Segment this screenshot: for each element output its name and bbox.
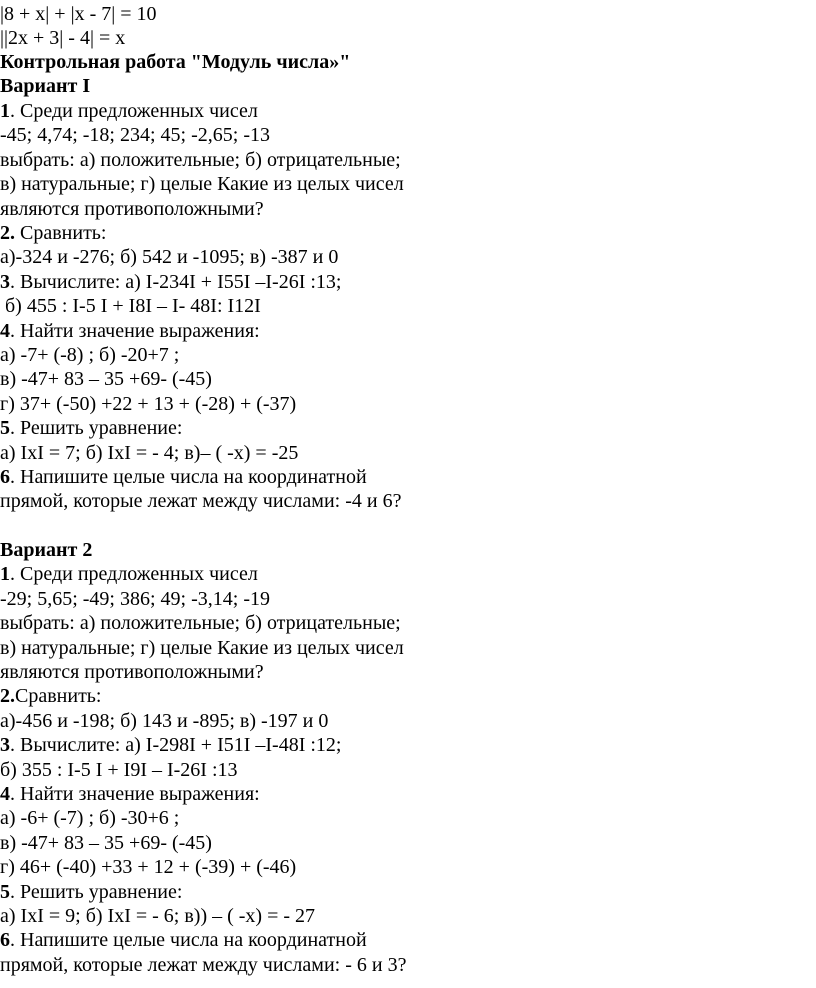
- v1-task-1-line: в) натуральные; г) целые Какие из целых чисел: [0, 173, 404, 195]
- v1-task-3: 3. Вычислите: а) I-234I + I55I –I-26I :13;: [0, 271, 342, 293]
- v1-task-3-line: б) 455 : I-5 I + I8I – I- 48I: I12I: [0, 295, 261, 317]
- v1-task-4-line: г) 37+ (-50) +22 + 13 + (-28) + (-37): [0, 393, 297, 415]
- v2-task-1: 1. Среди предложенных чисел: [0, 563, 258, 585]
- v1-task-6-line: прямой, которые лежат между числами: -4 и 6?: [0, 490, 402, 512]
- v2-task-4: 4. Найти значение выражения:: [0, 783, 260, 805]
- v1-task-4-line: а) -7+ (-8) ; б) -20+7 ;: [0, 344, 180, 366]
- v1-task-1: 1. Среди предложенных чисел: [0, 100, 258, 122]
- variant-2-heading: Вариант 2: [0, 539, 93, 561]
- equation-line-2: ||2x + 3| - 4| = x: [0, 27, 126, 49]
- v2-task-3-line: б) 355 : I-5 I + I9I – I-26I :13: [0, 759, 238, 781]
- v1-task-4: 4. Найти значение выражения:: [0, 320, 260, 342]
- v1-task-6: 6. Напишите целые числа на координатной: [0, 466, 367, 488]
- v1-numbers: -45; 4,74; -18; 234; 45; -2,65; -13: [0, 124, 270, 146]
- v2-task-4-line: г) 46+ (-40) +33 + 12 + (-39) + (-46): [0, 856, 297, 878]
- v2-task-1-line: выбрать: а) положительные; б) отрицательные;: [0, 612, 401, 634]
- v2-task-3: 3. Вычислите: а) I-298I + I51I –I-48I :12;: [0, 734, 342, 756]
- v2-numbers: -29; 5,65; -49; 386; 49; -3,14; -19: [0, 588, 270, 610]
- v1-task-2: 2. Сравнить:: [0, 222, 107, 244]
- v1-task-4-line: в) -47+ 83 – 35 +69- (-45): [0, 368, 212, 390]
- v2-task-2-line: а)-456 и -198; б) 143 и -895; в) -197 и 0: [0, 710, 329, 732]
- equation-line-1: |8 + x| + |x - 7| = 10: [0, 3, 157, 25]
- v1-task-5: 5. Решить уравнение:: [0, 417, 183, 439]
- v2-task-2: 2.Сравнить:: [0, 685, 102, 707]
- v1-task-2-line: а)-324 и -276; б) 542 и -1095; в) -387 и 0: [0, 246, 339, 268]
- v2-task-4-line: а) -6+ (-7) ; б) -30+6 ;: [0, 807, 180, 829]
- v2-task-6-line: прямой, которые лежат между числами: - 6 и 3?: [0, 954, 407, 976]
- variant-1-heading: Вариант I: [0, 75, 91, 97]
- v1-task-5-line: а) IxI = 7; б) IxI = - 4; в)– ( -x) = -25: [0, 442, 299, 464]
- v2-task-6: 6. Напишите целые числа на координатной: [0, 929, 367, 951]
- v2-task-5-line: а) IxI = 9; б) IxI = - 6; в)) – ( -x) = - 27: [0, 905, 316, 927]
- v1-task-1-line: выбрать: а) положительные; б) отрицательные;: [0, 149, 401, 171]
- v1-task-1-line: являются противоположными?: [0, 198, 264, 220]
- v2-task-1-line: являются противоположными?: [0, 661, 264, 683]
- v2-task-1-line: в) натуральные; г) целые Какие из целых чисел: [0, 637, 404, 659]
- v2-task-4-line: в) -47+ 83 – 35 +69- (-45): [0, 832, 212, 854]
- document-title: Контрольная работа "Модуль числа»": [0, 51, 351, 73]
- v2-task-5: 5. Решить уравнение:: [0, 881, 183, 903]
